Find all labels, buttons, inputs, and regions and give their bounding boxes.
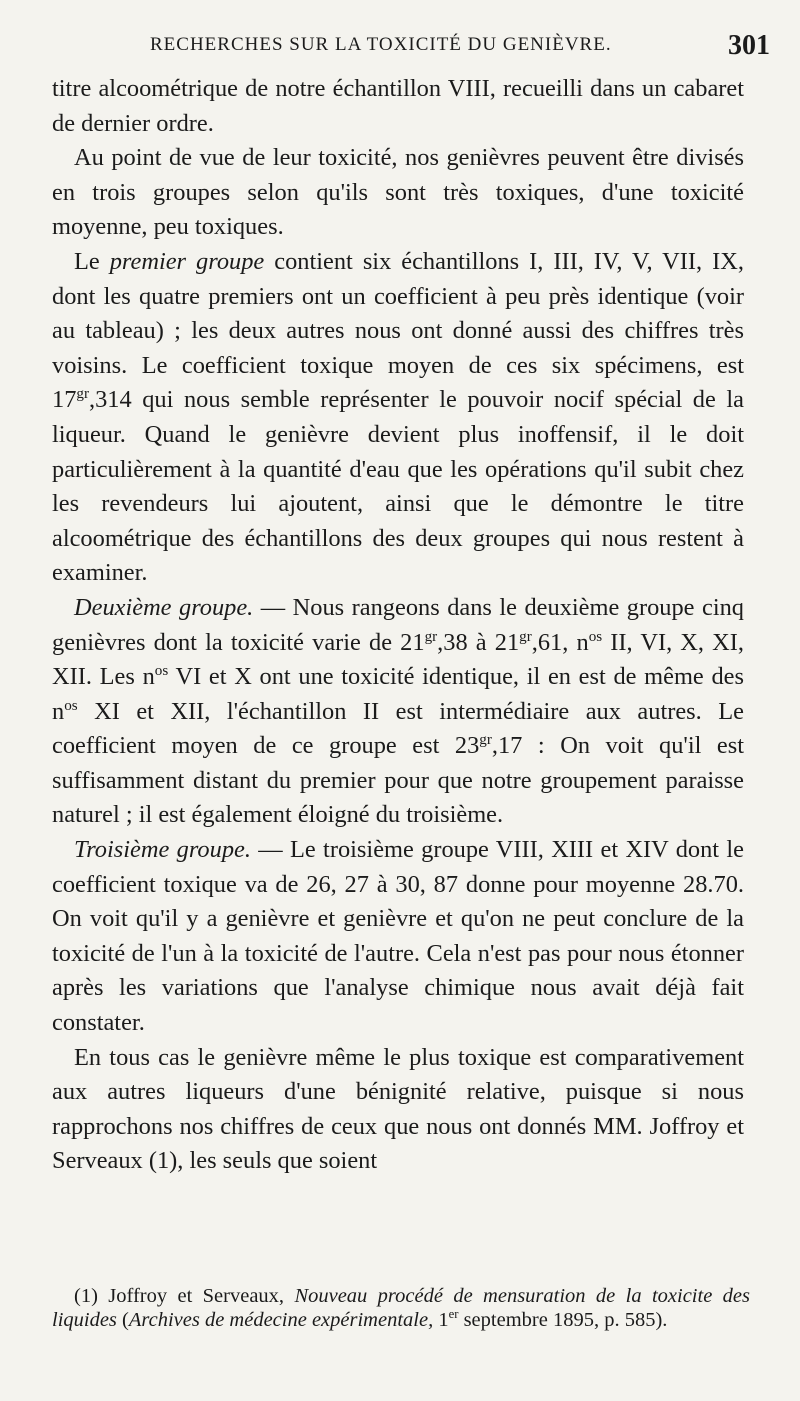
paragraph-1: titre alcoométrique de notre échantillon VIII, recueilli dans un cabaret de dernier ordre.	[52, 75, 744, 137]
paragraph-2: Au point de vue de leur toxicité, nos genièvres peuvent être divisés en trois groupes selon qu'ils sont très toxiques, d'une toxicité moyenne, peu toxiques.	[52, 144, 744, 241]
footnote-italic-1: Nouveau procédé de mensuration de la toxicite des liquides	[52, 1285, 750, 1331]
gram-superscript: gr	[519, 628, 532, 645]
body-text	[52, 72, 744, 1179]
paragraph-4	[52, 591, 744, 833]
page-number: 301	[728, 30, 770, 61]
paragraph-5-italic: Troisième groupe.	[74, 836, 251, 864]
paragraph-4-text-1: — Nous rangeons dans le deuxième groupe cinq genièvres dont la toxicité varie de 21	[52, 593, 744, 656]
numero-superscript: os	[64, 697, 78, 714]
paragraph-4-text-4: II, VI, X, XI, XII. Les n	[52, 628, 744, 691]
footnote-italic-2: Archives de médecine expérimentale,	[128, 1309, 434, 1331]
numero-superscript: os	[588, 628, 603, 645]
paragraph-4-text-5: VI et X ont une toxicité identique, il en est de même des n	[52, 663, 744, 725]
gram-superscript: gr	[76, 386, 89, 403]
footnote-text-1: (1) Joffroy et Serveaux,	[74, 1285, 285, 1307]
footnote-text-4: septembre 1895, p. 585).	[458, 1309, 668, 1331]
page-header	[150, 30, 770, 70]
ordinal-superscript: er	[448, 1307, 459, 1322]
gram-superscript: gr	[424, 628, 438, 645]
numero-superscript: os	[154, 662, 169, 679]
paragraph-5-text-1: — Le troisième groupe VIII, XIII et XIV dont le coefficient toxique va de 26, 27 à 30, 87 donne pour moyenne 28.70. On voit qu'il y a genièvre et genièvre et qu'on ne peut conclure de la toxicité de l'un à la toxicité de l'autre. Cela n'est pas pour nous étonner après les variations que l'analyse chimique nous avait déjà fait constater.	[52, 836, 744, 1037]
paragraph-4-text-7: ,17 : On voit qu'il est suffisamment distant du premier pour que notre groupement paraisse naturel ; il est également éloigné du troisième.	[52, 732, 744, 829]
paragraph-3-italic: premier groupe	[109, 247, 265, 275]
paragraph-3-lead: Le	[74, 247, 100, 275]
paragraph-4-text-6: XI et XII, l'échantillon II est intermédiaire aux autres. Le coefficient moyen de ce groupe est 23	[52, 697, 744, 760]
paragraph-3-text-2: ,314 qui nous semble représenter le pouvoir nocif spécial de la liqueur. Quand le genièvre devient plus inoffensif, il le doit particulièrement à la quantité d'eau que les opérations qu'il subit chez les revendeurs lui ajoutent, ainsi que le démontre le titre alcoométrique des échantillons des deux groupes qui nous restent à examiner.	[52, 386, 744, 587]
paragraph-4-text-3: ,61, n	[531, 628, 589, 656]
paragraph-5	[52, 833, 744, 1041]
footnote-text-3: 1	[433, 1309, 449, 1331]
paragraph-3-text-1: contient six échantillons I, III, IV, V, VII, IX, dont les quatre premiers ont un coefficient à peu près identique (voir au tableau) ; les deux autres nous ont donné aussi des chiffres très voisins. Le coefficient toxique moyen de ces six spécimens, est 17	[52, 247, 744, 414]
footnote-text-2: (	[122, 1309, 129, 1331]
running-title: RECHERCHES SUR LA TOXICITÉ DU GENIÈVRE.	[150, 34, 612, 55]
paragraph-4-italic: Deuxième groupe.	[74, 593, 254, 621]
paragraph-6: En tous cas le genièvre même le plus toxique est comparativement aux autres liqueurs d'une bénignité relative, puisque si nous rapprochons nos chiffres de ceux que nous ont donnés MM. Joffroy et Serveaux (1), les seuls que soient	[52, 1043, 744, 1175]
gram-superscript: gr	[479, 732, 492, 749]
paragraph-4-text-2: ,38 à 21	[437, 628, 520, 656]
footnote-text	[52, 1284, 750, 1332]
paragraph-3	[52, 245, 744, 591]
footnote	[52, 1284, 750, 1332]
